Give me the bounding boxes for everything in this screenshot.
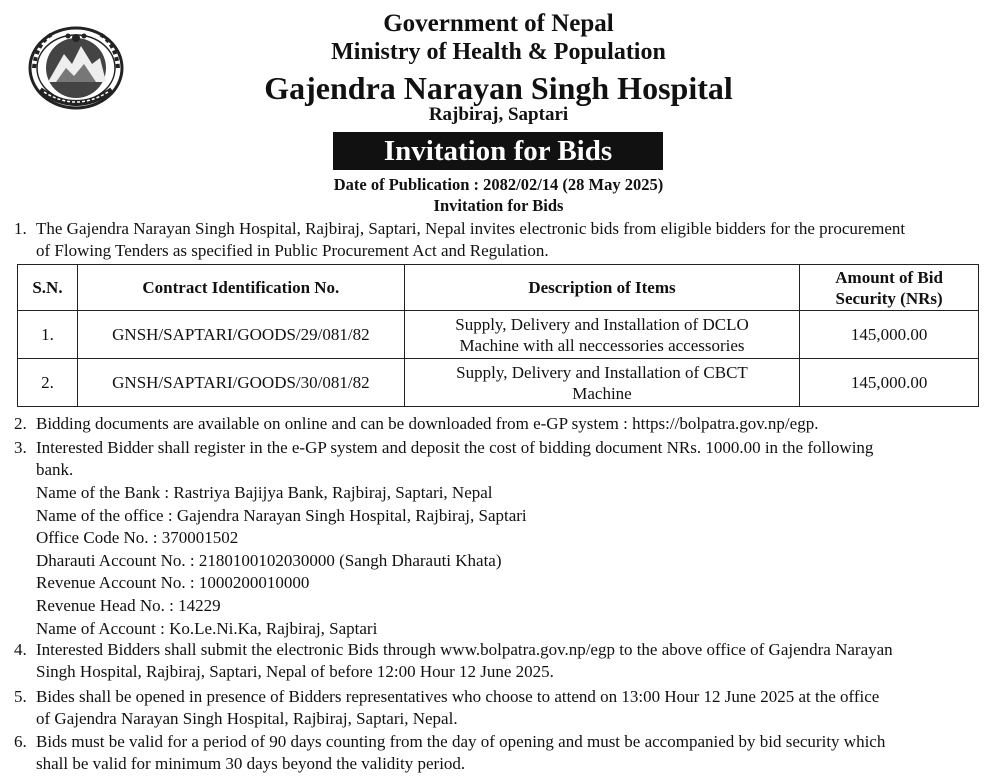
clause-text: shall be valid for minimum 30 days beyond the validity period. bbox=[36, 754, 466, 773]
clause-3 bbox=[14, 437, 984, 481]
clause-text: of Gajendra Narayan Singh Hospital, Rajbiraj, Saptari, Nepal. bbox=[36, 709, 458, 728]
clause-text: Bides shall be opened in presence of Bidders representatives who choose to attend on 13:00 Hour 12 June 2025 at the office bbox=[36, 687, 880, 706]
clause-number: 2. bbox=[14, 414, 27, 433]
cell-amount: 145,000.00 bbox=[800, 311, 979, 359]
column-header-amount-line: Security (NRs) bbox=[835, 288, 943, 308]
government-title: Government of Nepal bbox=[383, 10, 614, 37]
clause-2 bbox=[14, 413, 984, 435]
table-header-row bbox=[18, 265, 979, 311]
cell-sn: 2. bbox=[18, 359, 78, 407]
cell-description-line: Supply, Delivery and Installation of CBCT bbox=[456, 362, 748, 382]
publication-date: Date of Publication : 2082/02/14 (28 May 2025) bbox=[333, 175, 664, 194]
clause-text: of Flowing Tenders as specified in Public Procurement Act and Regulation. bbox=[36, 241, 549, 260]
clause-text: Singh Hospital, Rajbiraj, Saptari, Nepal of before 12:00 Hour 12 June 2025. bbox=[36, 662, 554, 681]
column-header-sn: S.N. bbox=[18, 265, 78, 311]
clause-4 bbox=[14, 639, 984, 683]
cell-description-line: Machine bbox=[572, 383, 632, 403]
cell-description bbox=[404, 311, 799, 359]
ministry-title: Ministry of Health & Population bbox=[331, 39, 666, 65]
clause-text: Interested Bidder shall register in the e-GP system and deposit the cost of bidding document NRs. 1000.00 in the following bbox=[36, 438, 874, 457]
cell-description bbox=[404, 359, 799, 407]
clause-5 bbox=[14, 686, 984, 730]
clause-text: The Gajendra Narayan Singh Hospital, Rajbiraj, Saptari, Nepal invites electronic bids from eligible bidders for the procurement bbox=[36, 219, 906, 238]
bank-detail-line: Revenue Account No. : 1000200010000 bbox=[36, 573, 310, 593]
clause-text: Bids must be valid for a period of 90 days counting from the day of opening and must be accompanied by bid security which bbox=[36, 732, 886, 751]
column-header-amount-line: Amount of Bid bbox=[835, 267, 943, 287]
hospital-title: Gajendra Narayan Singh Hospital bbox=[264, 70, 733, 106]
clause-text: bank. bbox=[36, 460, 74, 479]
table-row bbox=[18, 311, 979, 359]
hospital-location: Rajbiraj, Saptari bbox=[428, 104, 569, 125]
clause-number: 4. bbox=[14, 640, 27, 659]
cell-description-line: Machine with all neccessories accessories bbox=[459, 335, 745, 355]
cell-description-line: Supply, Delivery and Installation of DCLO bbox=[455, 314, 749, 334]
bank-detail-line: Office Code No. : 370001502 bbox=[36, 528, 239, 548]
clause-number: 5. bbox=[14, 687, 27, 706]
bank-detail-line: Name of the office : Gajendra Narayan Singh Hospital, Rajbiraj, Saptari bbox=[36, 505, 527, 525]
bids-table bbox=[17, 264, 979, 407]
bank-detail-line: Revenue Head No. : 14229 bbox=[36, 595, 221, 615]
bank-detail-line: Name of the Bank : Rastriya Bajijya Bank, Rajbiraj, Saptari, Nepal bbox=[36, 483, 493, 502]
clause-number: 3. bbox=[14, 438, 27, 457]
cell-contract: GNSH/SAPTARI/GOODS/29/081/82 bbox=[77, 311, 404, 359]
cell-amount: 145,000.00 bbox=[800, 359, 979, 407]
clause-1 bbox=[14, 218, 984, 262]
clause-number: 1. bbox=[14, 219, 27, 238]
clause-text: Bidding documents are available on online and can be downloaded from e-GP system : https://bolpatra.gov.np/egp. bbox=[36, 414, 819, 433]
column-header-contract: Contract Identification No. bbox=[77, 265, 404, 311]
cell-contract: GNSH/SAPTARI/GOODS/30/081/82 bbox=[77, 359, 404, 407]
table-row bbox=[18, 359, 979, 407]
clause-number: 6. bbox=[14, 732, 27, 751]
cell-sn: 1. bbox=[18, 311, 78, 359]
clause-6 bbox=[14, 731, 984, 775]
invitation-banner: Invitation for Bids bbox=[333, 132, 663, 170]
notice-subtitle: Invitation for Bids bbox=[433, 196, 564, 215]
column-header-amount bbox=[800, 265, 979, 311]
column-header-description: Description of Items bbox=[404, 265, 799, 311]
bank-detail-line: Dharauti Account No. : 2180100102030000 (Sangh Dharauti Khata) bbox=[36, 550, 502, 570]
bank-details bbox=[36, 482, 527, 640]
clause-text: Interested Bidders shall submit the electronic Bids through www.bolpatra.gov.np/egp to the above office of Gajendra Narayan bbox=[36, 640, 893, 659]
bank-detail-line: Name of Account : Ko.Le.Ni.Ka, Rajbiraj, Saptari bbox=[36, 618, 378, 638]
